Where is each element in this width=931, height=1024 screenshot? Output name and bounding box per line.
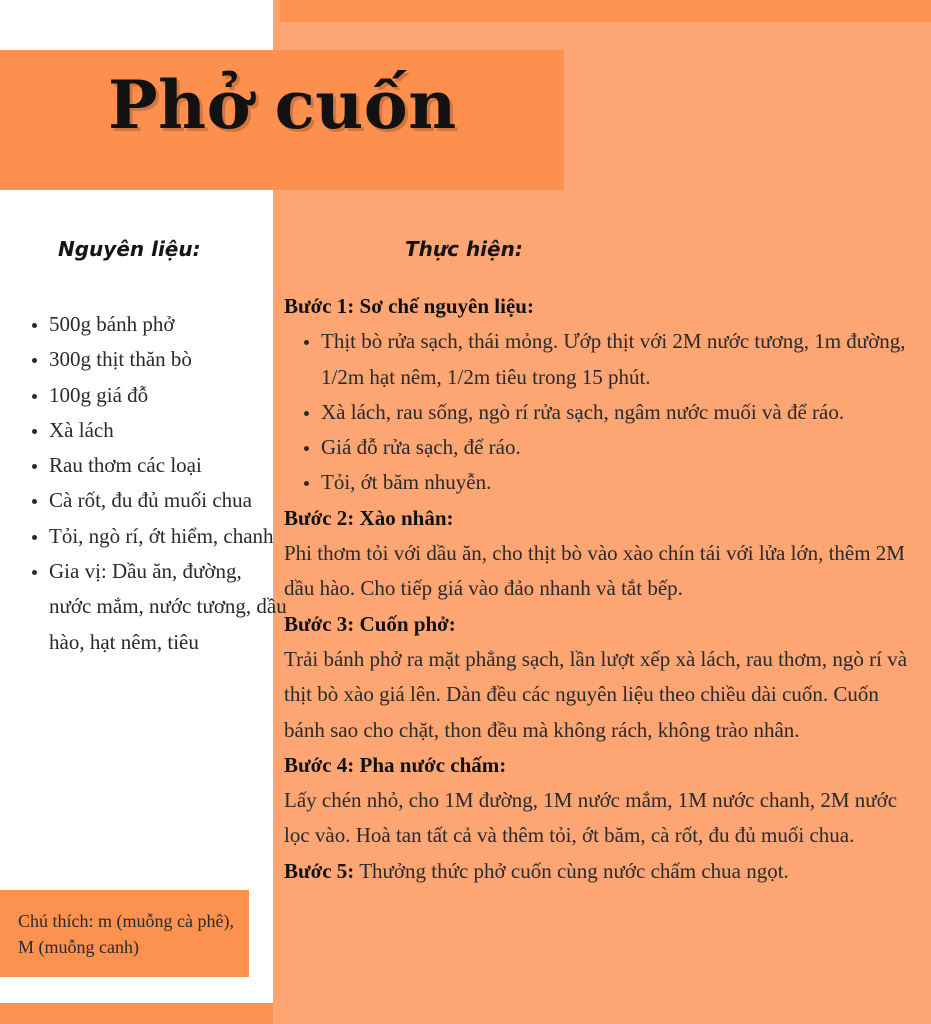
top-accent-strip	[280, 0, 931, 22]
ingredient-item: • 100g giá đỗ	[49, 378, 289, 413]
ingredients-heading: Nguyên liệu:	[58, 237, 201, 261]
ingredients-list	[22, 307, 289, 660]
step1-label: Bước 1: Sơ chế nguyên liệu:	[284, 294, 534, 318]
ingredient-item: • Rau thơm các loại	[49, 448, 289, 483]
step1-bullet: • Xà lách, rau sống, ngò rí rửa sạch, ngâm nước muối và để ráo.	[321, 395, 924, 430]
step5-text: Thưởng thức phở cuốn cùng nước chấm chua ngọt.	[359, 858, 789, 883]
step2-text: Phi thơm tỏi với dầu ăn, cho thịt bò vào xào chín tái với lửa lớn, thêm 2M dầu hào. Cho tiếp giá vào đảo nhanh và tắt bếp.	[284, 541, 905, 601]
step1-bullet: • Tỏi, ớt băm nhuyễn.	[321, 465, 924, 500]
page-title: Phở cuốn	[108, 66, 457, 144]
bottom-accent-strip	[0, 1003, 273, 1024]
step3-label: Bước 3: Cuốn phở:	[284, 611, 456, 636]
ingredient-item: • Tỏi, ngò rí, ớt hiểm, chanh	[49, 519, 289, 554]
method-heading: Thực hiện:	[405, 237, 523, 261]
note-text: Chú thích: m (muỗng cà phê), M (muỗng canh)	[18, 911, 234, 957]
step2-label: Bước 2: Xào nhân:	[284, 505, 454, 530]
step4-label: Bước 4: Pha nước chấm:	[284, 752, 507, 777]
ingredient-item: • Gia vị: Dầu ăn, đường, nước mắm, nước tương, dầu hào, hạt nêm, tiêu	[49, 554, 289, 660]
step3-text: Trải bánh phở ra mặt phẳng sạch, lần lượt xếp xà lách, rau thơm, ngò rí và thịt bò xào giá lên. Dàn đều các nguyên liệu theo chiều dài cuốn. Cuốn bánh sao cho chặt, thon đều mà không rách, không trào nhân.	[284, 646, 908, 742]
ingredient-item: • Xà lách	[49, 413, 289, 448]
method-steps	[284, 289, 924, 889]
step1-list	[284, 324, 924, 500]
ingredient-item: • Cà rốt, đu đủ muối chua	[49, 483, 289, 518]
step5-label: Bước 5:	[284, 858, 355, 883]
step1-bullet: • Thịt bò rửa sạch, thái mỏng. Ướp thịt với 2M nước tương, 1m đường, 1/2m hạt nêm, 1/2m tiêu trong 15 phút.	[321, 324, 924, 395]
ingredient-item: • 300g thịt thăn bò	[49, 342, 289, 377]
step1-bullet: • Giá đỗ rửa sạch, để ráo.	[321, 430, 924, 465]
step4-text: Lấy chén nhỏ, cho 1M đường, 1M nước mắm, 1M nước chanh, 2M nước lọc vào. Hoà tan tất cả và thêm tỏi, ớt băm, cà rốt, đu đủ muối chua.	[284, 788, 898, 848]
ingredient-item: • 500g bánh phở	[49, 307, 289, 342]
